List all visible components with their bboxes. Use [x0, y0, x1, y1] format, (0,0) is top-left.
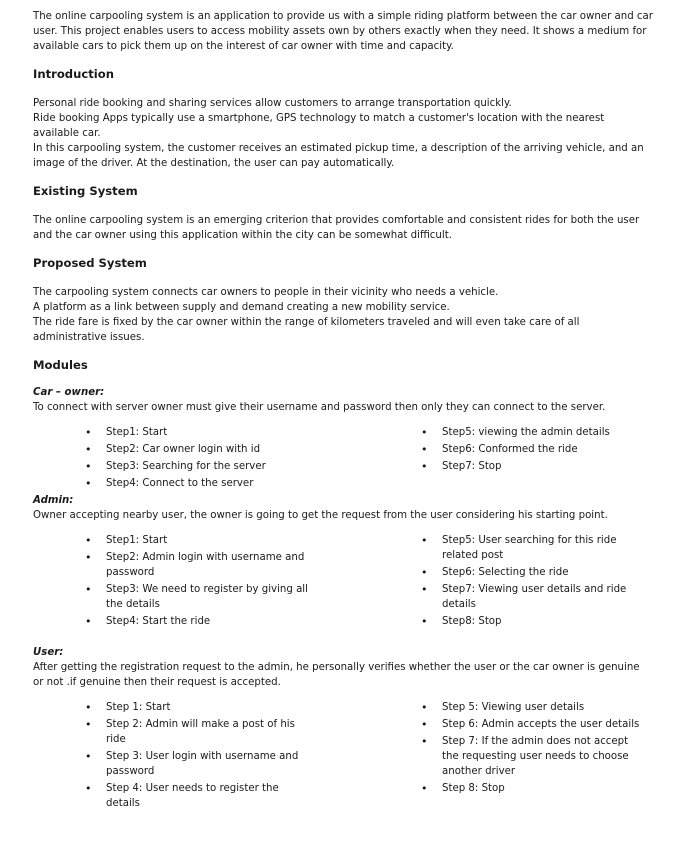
list-item: • Step4: Connect to the server: [85, 476, 313, 491]
introduction-line: In this carpooling system, the customer receives an estimated pickup time, a description of the arriving vehicle, and an image of the driver. At the destination, the user can pay automatically.: [33, 143, 644, 169]
list-item: • Step 1: Start: [85, 700, 313, 715]
list-item: • Step 3: User login with username and password: [85, 749, 313, 779]
list-item: • Step1: Start: [85, 533, 313, 548]
user-steps: [85, 700, 653, 813]
list-item: • Step1: Start: [85, 425, 313, 440]
car-owner-steps-right: [421, 425, 641, 493]
car-owner-steps-left: [85, 425, 313, 493]
list-item: • Step 2: Admin will make a post of his ride: [85, 717, 313, 747]
list-item: • Step7: Stop: [421, 459, 641, 474]
proposed-line: The ride fare is fixed by the car owner within the range of kilometers traveled and will even take care of all administrative issues.: [33, 317, 580, 343]
user-steps-right: [421, 700, 641, 813]
admin-steps: [85, 533, 653, 631]
admin-title: Admin:: [33, 495, 74, 506]
proposed-line: The carpooling system connects car owners to people in their vicinity who needs a vehicle.: [33, 287, 499, 298]
existing-system-heading: Existing System: [33, 184, 138, 198]
car-owner-title: Car – owner:: [33, 387, 105, 398]
car-owner-desc: To connect with server owner must give their username and password then only they can connect to the server.: [33, 402, 606, 413]
introduction-body: [33, 96, 653, 171]
proposed-system-heading: Proposed System: [33, 256, 147, 270]
admin-steps-left: [85, 533, 313, 631]
proposed-line: A platform as a link between supply and demand creating a new mobility service.: [33, 302, 450, 313]
proposed-system-body: [33, 285, 653, 345]
introduction-heading: Introduction: [33, 67, 114, 81]
list-item: • Step 8: Stop: [421, 781, 641, 796]
list-item: • Step5: viewing the admin details: [421, 425, 641, 440]
admin-desc: Owner accepting nearby user, the owner is going to get the request from the user considering his starting point.: [33, 510, 608, 521]
list-item: • Step4: Start the ride: [85, 614, 313, 629]
modules-heading: Modules: [33, 358, 88, 372]
user-title: User:: [33, 647, 64, 658]
introduction-line: Ride booking Apps typically use a smartphone, GPS technology to match a customer's location with the nearest available car.: [33, 113, 605, 139]
list-item: • Step 5: Viewing user details: [421, 700, 641, 715]
list-item: • Step3: We need to register by giving all the details: [85, 582, 313, 612]
existing-system-body: The online carpooling system is an emerging criterion that provides comfortable and consistent rides for both the user and the car owner using this application within the city can be somewhat difficult.: [33, 215, 640, 241]
list-item: • Step 6: Admin accepts the user details: [421, 717, 641, 732]
document-page: [33, 9, 653, 813]
list-item: • Step6: Selecting the ride: [421, 565, 641, 580]
list-item: • Step 7: If the admin does not accept the requesting user needs to choose another driver: [421, 734, 641, 779]
list-item: • Step5: User searching for this ride related post: [421, 533, 641, 563]
user-steps-left: [85, 700, 313, 813]
list-item: • Step7: Viewing user details and ride details: [421, 582, 641, 612]
car-owner-steps: [85, 425, 653, 493]
intro-paragraph: The online carpooling system is an application to provide us with a simple riding platform between the car owner and car user. This project enables users to access mobility assets own by others exactly when they need. It shows a medium for available cars to pick them up on the interest of car owner with time and capacity.: [33, 11, 653, 52]
admin-steps-right: [421, 533, 641, 631]
list-item: • Step3: Searching for the server: [85, 459, 313, 474]
list-item: • Step8: Stop: [421, 614, 641, 629]
list-item: • Step2: Admin login with username and password: [85, 550, 313, 580]
list-item: • Step6: Conformed the ride: [421, 442, 641, 457]
introduction-line: Personal ride booking and sharing services allow customers to arrange transportation quickly.: [33, 98, 512, 109]
list-item: • Step 4: User needs to register the details: [85, 781, 313, 811]
list-item: • Step2: Car owner login with id: [85, 442, 313, 457]
user-desc: After getting the registration request to the admin, he personally verifies whether the user or the car owner is genuine or not .if genuine then their request is accepted.: [33, 662, 640, 688]
